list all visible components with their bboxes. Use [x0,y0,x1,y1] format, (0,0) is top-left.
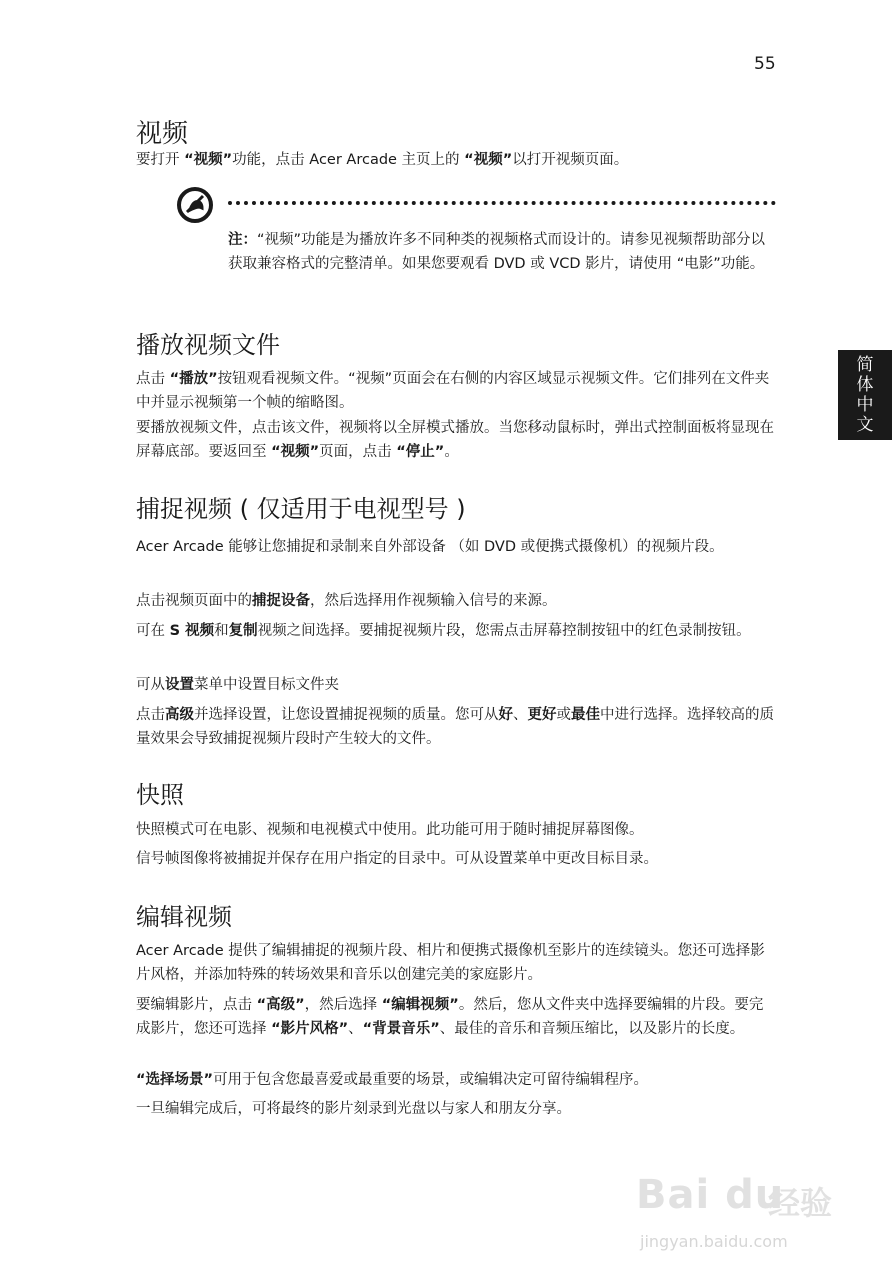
video-intro: 要打开 “视频”功能，点击 Acer Arcade 主页上的 “视频”以打开视频页面。 [136,152,629,168]
edit-paragraph-4: 一旦编辑完成后，可将最终的影片刻录到光盘以与家人和朋友分享。 [136,1101,571,1117]
section-title-video: 视频 [136,119,189,149]
baidu-watermark [636,1140,876,1260]
capture-paragraph-2: 点击视频页面中的捕捉设备，然后选择用作视频输入信号的来源。 [136,593,557,609]
snapshot-paragraph-1: 快照模式可在电影、视频和电视模式中使用。此功能可用于随时捕捉屏幕图像。 [136,822,644,838]
language-tab [838,350,892,440]
language-tab-char: 中 [856,395,874,415]
capture-paragraph-1: Acer Arcade 能够让您捕捉和录制来自外部设备 （如 DVD 或便携式摄像机）的视频片段。 [136,539,724,555]
play-paragraph-1: 点击 “播放”按钮观看视频文件。“视频”页面会在右侧的内容区域显示视频文件。它们排列在文件夹中并显示视频第一个帧的缩略图。 [136,371,770,411]
snapshot-paragraph-2: 信号帧图像将被捕捉并保存在用户指定的目录中。可从设置菜单中更改目标目录。 [136,851,658,867]
capture-paragraph-4: 可从设置菜单中设置目标文件夹 [136,677,339,693]
play-paragraph-2: 要播放视频文件，点击该文件，视频将以全屏模式播放。当您移动鼠标时，弹出式控制面板将显现在屏幕底部。要返回至 “视频”页面，点击 “停止”。 [136,420,774,460]
language-tab-char: 简 [856,355,874,375]
section-title-edit: 编辑视频 [136,903,232,931]
watermark-url: jingyan.baidu.com [640,1232,788,1251]
edit-paragraph-1: Acer Arcade 提供了编辑捕捉的视频片段、相片和便携式摄像机至影片的连续镜头。您还可选择影片风格，并添加特殊的转场效果和音乐以创建完美的家庭影片。 [136,943,765,983]
note-divider [228,201,776,205]
language-tab-char: 文 [856,415,874,435]
section-title-snapshot: 快照 [136,781,184,809]
page-number: 55 [754,54,776,74]
language-tab-char: 体 [856,375,874,395]
edit-paragraph-3: “选择场景”可用于包含您最喜爱或最重要的场景，或编辑决定可留待编辑程序。 [136,1072,649,1088]
capture-paragraph-5: 点击高级并选择设置，让您设置捕捉视频的质量。您可从好、更好或最佳中进行选择。选择较高的质量效果会导致捕捉视频片段时产生较大的文件。 [136,707,774,747]
note-icon [176,186,214,224]
section-title-play: 播放视频文件 [136,331,280,359]
edit-paragraph-2: 要编辑影片，点击 “高级”，然后选择 “编辑视频”。然后，您从文件夹中选择要编辑的片段。要完成影片，您还可选择 “影片风格”、“背景音乐”、最佳的音乐和音频压缩比，以及影片的长度。 [136,997,764,1037]
section-title-capture: 捕捉视频 ( 仅适用于电视型号 ) [136,495,466,523]
video-note: 注：“视频”功能是为播放许多不同种类的视频格式而设计的。请参见视频帮助部分以获取兼容格式的完整清单。如果您要观看 DVD 或 VCD 影片，请使用 “电影”功能。 [228,232,766,272]
jingyan-logo-text: 经验 [768,1184,833,1222]
baidu-logo-text: Bai du [636,1172,785,1218]
capture-paragraph-3: 可在 S 视频和复制视频之间选择。要捕捉视频片段，您需点击屏幕控制按钮中的红色录制按钮。 [136,623,751,639]
